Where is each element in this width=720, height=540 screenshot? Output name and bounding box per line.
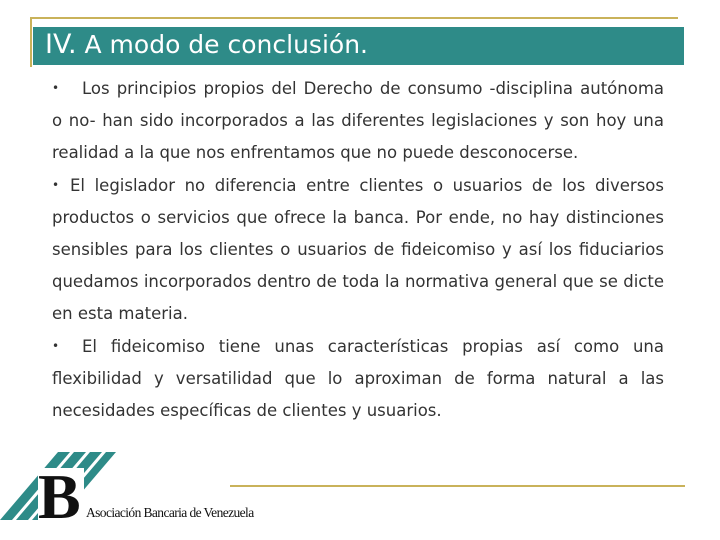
title-bar	[33, 27, 684, 65]
bullet-paragraph-3	[52, 330, 664, 427]
title-label: A modo de conclusión.	[84, 30, 368, 59]
bullet-paragraph-2	[52, 169, 664, 330]
bullet-icon: •	[52, 339, 60, 353]
bullet-icon: •	[52, 81, 60, 95]
bank-association-logo	[0, 450, 254, 530]
logo-caption: Asociación Bancaria de Venezuela	[86, 505, 254, 520]
top-accent-rule	[30, 17, 678, 19]
paragraph-text: Los principios propios del Derecho de consumo -disciplina autónoma o no- han sido incorporados a las diferentes legislaciones y son hoy una realidad a la que nos enfrentamos que no puede desconocerse.	[52, 79, 664, 162]
title-number: IV.	[45, 29, 77, 60]
paragraph-text: El fideicomiso tiene unas características propias así como una flexibilidad y versatilidad que lo aproximan de forma natural a las necesidades específicas de clientes y usuarios.	[52, 337, 664, 420]
left-accent-rule	[30, 17, 32, 67]
paragraph-text: El legislador no diferencia entre clientes o usuarios de los diversos productos o servicios que ofrece la banca. Por ende, no hay distinciones sensibles para los clientes o usuarios de fideicomiso y así los fiduciarios quedamos incorporados dentro de toda la normativa general que se dicte en esta materia.	[52, 176, 664, 323]
slide-body	[52, 72, 664, 427]
bottom-accent-rule	[230, 485, 685, 487]
bullet-icon: •	[52, 178, 60, 192]
logo-letter: B	[38, 461, 81, 530]
bullet-paragraph-1	[52, 72, 664, 169]
slide-title	[45, 30, 368, 60]
